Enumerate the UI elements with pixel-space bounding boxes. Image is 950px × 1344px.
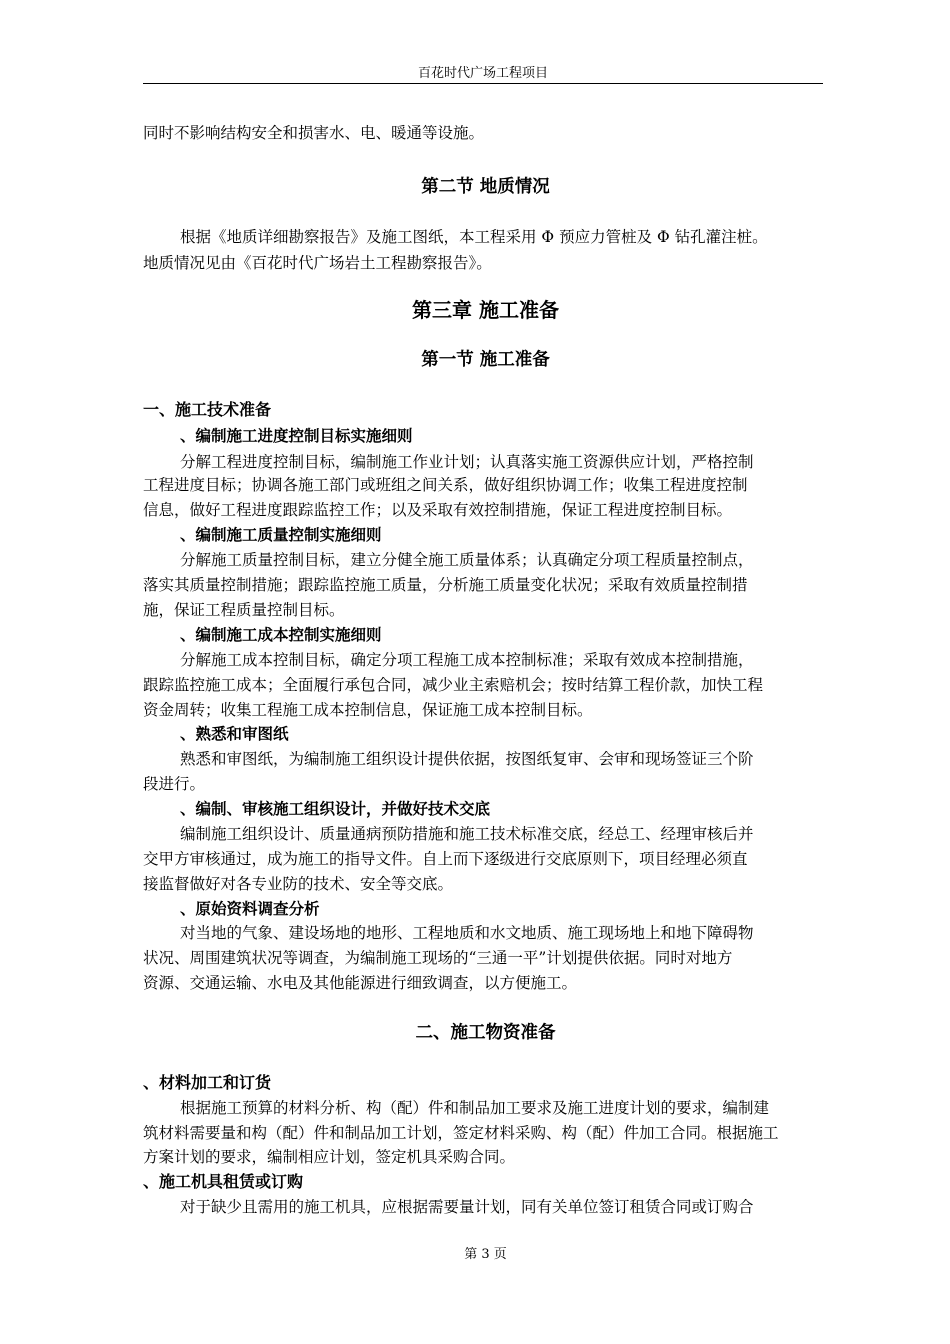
body-text: 资源、交通运输、水电及其他能源进行细致调查，以方便施工。 [143,974,578,992]
body-text: 跟踪监控施工成本；全面履行承包合同，减少业主索赔机会；按时结算工程价款，加快工程 [143,676,764,694]
body-text: 编制施工组织设计、质量通病预防措施和施工技术标准交底，经总工、经理审核后并 [180,825,754,843]
subheading: 、施工机具租赁或订购 [143,1172,304,1191]
body-text: 分解工程进度控制目标，编制施工作业计划；认真落实施工资源供应计划，严格控制 [180,453,754,471]
chapter-heading: 第三章 施工准备 [412,298,559,322]
subheading: 、编制、审核施工组织设计，并做好技术交底 [180,800,491,818]
body-text: 分解施工质量控制目标，建立分健全施工质量体系；认真确定分项工程质量控制点， [180,551,754,569]
body-text: 施，保证工程质量控制目标。 [143,601,345,619]
body-text: 地质情况见由《百花时代广场岩土工程勘察报告》。 [143,254,492,272]
body-text: 落实其质量控制措施；跟踪监控施工质量，分析施工质量变化状况；采取有效质量控制措 [143,576,748,594]
subheading: 、编制施工成本控制实施细则 [180,626,382,644]
body-text: 熟悉和审图纸，为编制施工组织设计提供依据，按图纸复审、会审和现场签证三个阶 [180,750,754,768]
body-text: 对当地的气象、建设场地的地形、工程地质和水文地质、施工现场地上和地下障碍物 [180,924,754,942]
body-text: 交甲方审核通过，成为施工的指导文件。自上而下逐级进行交底原则下，项目经理必须直 [143,850,748,868]
body-text: 分解施工成本控制目标，确定分项工程施工成本控制标准；采取有效成本控制措施， [180,651,754,669]
section-heading: 第一节 施工准备 [421,350,550,370]
page-header: 百花时代广场工程项目 [417,66,548,81]
body-text: 工程进度目标；协调各施工部门或班组之间关系，做好组织协调工作；收集工程进度控制 [143,476,748,494]
subheading: 、材料加工和订货 [143,1073,272,1092]
subheading: 、原始资料调查分析 [180,900,320,918]
body-text: 根据《地质详细勘察报告》及施工图纸，本工程采用 Φ 预应力管桩及 Φ 钻孔灌注桩。 [180,228,768,246]
body-text: 对于缺少且需用的施工机具，应根据需要量计划，同有关单位签订租赁合同或订购合 [180,1198,754,1216]
section-heading: 二、施工物资准备 [415,1023,556,1043]
body-text: 接监督做好对各专业防的技术、安全等交底。 [143,875,454,893]
body-text: 同时不影响结构安全和损害水、电、暖通等设施。 [143,124,485,142]
subheading: 、熟悉和审图纸 [180,725,289,743]
body-text: 信息，做好工程进度跟踪监控工作；以及采取有效控制措施，保证工程进度控制目标。 [143,501,733,519]
body-text: 根据施工预算的材料分析、构（配）件和制品加工要求及施工进度计划的要求，编制建 [180,1099,770,1117]
body-text: 资金周转；收集工程施工成本控制信息，保证施工成本控制目标。 [143,701,593,719]
body-text: 状况、周围建筑状况等调查，为编制施工现场的“三通一平”计划提供依据。同时对地方 [143,949,733,967]
heading-level1: 一、施工技术准备 [143,400,272,419]
header-divider [143,83,823,84]
page-number: 第 3 页 [464,1247,507,1262]
subheading: 、编制施工进度控制目标实施细则 [180,427,413,445]
section-heading: 第二节 地质情况 [421,177,550,197]
body-text: 筑材料需要量和构（配）件和制品加工计划，签定材料采购、构（配）件加工合同。根据施工 [143,1124,779,1142]
body-text: 方案计划的要求，编制相应计划，签定机具采购合同。 [143,1148,516,1166]
body-text: 段进行。 [143,775,206,793]
subheading: 、编制施工质量控制实施细则 [180,526,382,544]
